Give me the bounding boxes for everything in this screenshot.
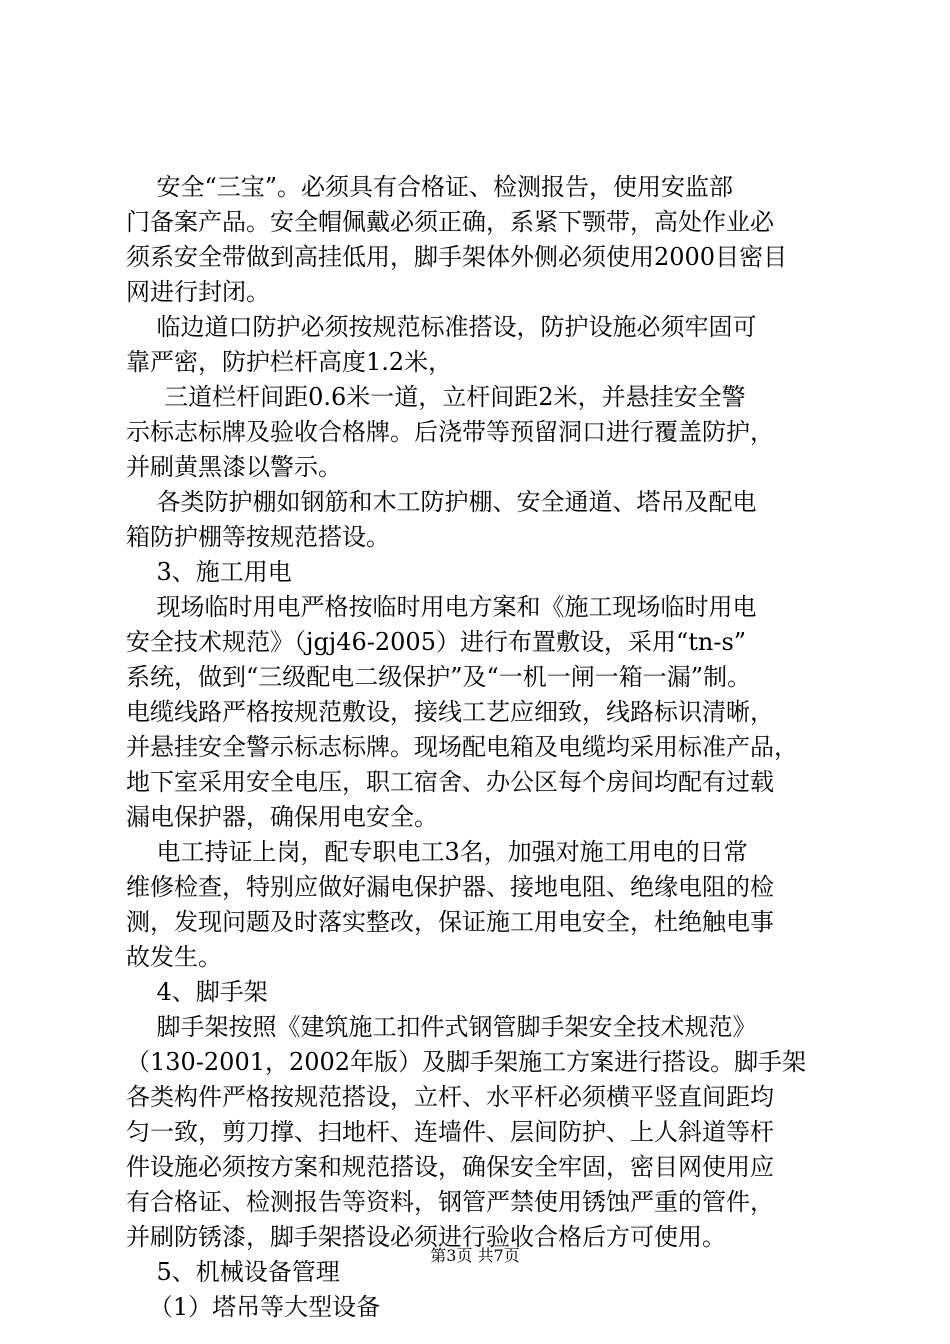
text-line: （1）塔吊等大型设备 xyxy=(126,1293,381,1321)
document-body xyxy=(126,170,838,1325)
text-line: 脚手架按照《建筑施工扣件式钢管脚手架安全技术规范》 xyxy=(126,1013,757,1041)
text-line: 3、施工用电 xyxy=(126,558,292,586)
text-line: 匀一致，剪刀撑、扫地杆、连墙件、层间防护、上人斜道等杆 xyxy=(126,1118,774,1146)
text-line: 5、机械设备管理 xyxy=(126,1258,340,1286)
text-line: 现场临时用电严格按临时用电方案和《施工现场临时用电 xyxy=(126,593,757,621)
text-line: （130-2001，2002年版）及脚手架施工方案进行搭设。脚手架 xyxy=(126,1048,807,1076)
text-line: 电工持证上岗，配专职电工3名，加强对施工用电的日常 xyxy=(126,838,748,866)
text-line: 件设施必须按方案和规范搭设，确保安全牢固，密目网使用应 xyxy=(126,1153,774,1181)
text-line: 临边道口防护必须按规范标准搭设，防护设施必须牢固可 xyxy=(126,313,757,341)
text-line: 门备案产品。安全帽佩戴必须正确，系紧下颚带，高处作业必 xyxy=(126,208,774,236)
text-line: 三道栏杆间距0.6米一道，立杆间距2米，并悬挂安全警 xyxy=(126,383,746,411)
text-line: 地下室采用安全电压，职工宿舍、办公区每个房间均配有过载 xyxy=(126,768,774,796)
text-line: 并悬挂安全警示标志标牌。现场配电箱及电缆均采用标准产品， xyxy=(126,733,798,761)
text-line: 网进行封闭。 xyxy=(126,278,270,306)
text-line: 安全“三宝”。必须具有合格证、检测报告，使用安监部 xyxy=(126,173,734,201)
page-footer: 第3页 共7页 xyxy=(430,1246,520,1265)
text-line: 电缆线路严格按规范敷设，接线工艺应细致，线路标识清晰， xyxy=(126,698,774,726)
text-line: 须系安全带做到高挂低用，脚手架体外侧必须使用2000目密目 xyxy=(126,243,788,271)
text-line: 靠严密，防护栏杆高度1.2米， xyxy=(126,348,453,376)
text-line: 并刷黄黑漆以警示。 xyxy=(126,453,342,481)
text-line: 各类构件严格按规范搭设，立杆、水平杆必须横平竖直间距均 xyxy=(126,1083,774,1111)
text-line: 4、脚手架 xyxy=(126,978,268,1006)
text-line: 漏电保护器，确保用电安全。 xyxy=(126,803,438,831)
text-line: 并刷防锈漆，脚手架搭设必须进行验收合格后方可使用。 xyxy=(126,1223,726,1251)
text-line: 安全技术规范》（jgj46-2005）进行布置敷设，采用“tn-s” xyxy=(126,628,747,656)
text-line: 维修检查，特别应做好漏电保护器、接地电阻、绝缘电阻的检 xyxy=(126,873,774,901)
text-line: 各类防护棚如钢筋和木工防护棚、安全通道、塔吊及配电 xyxy=(126,488,757,516)
text-line: 箱防护棚等按规范搭设。 xyxy=(126,523,390,551)
text-line: 故发生。 xyxy=(126,943,222,971)
text-line: 示标志标牌及验收合格牌。后浇带等预留洞口进行覆盖防护， xyxy=(126,418,774,446)
text-line: 有合格证、检测报告等资料，钢管严禁使用锈蚀严重的管件， xyxy=(126,1188,774,1216)
text-line: 测，发现问题及时落实整改，保证施工用电安全，杜绝触电事 xyxy=(126,908,774,936)
text-line: 系统，做到“三级配电二级保护”及“一机一闸一箱一漏”制。 xyxy=(126,663,752,691)
